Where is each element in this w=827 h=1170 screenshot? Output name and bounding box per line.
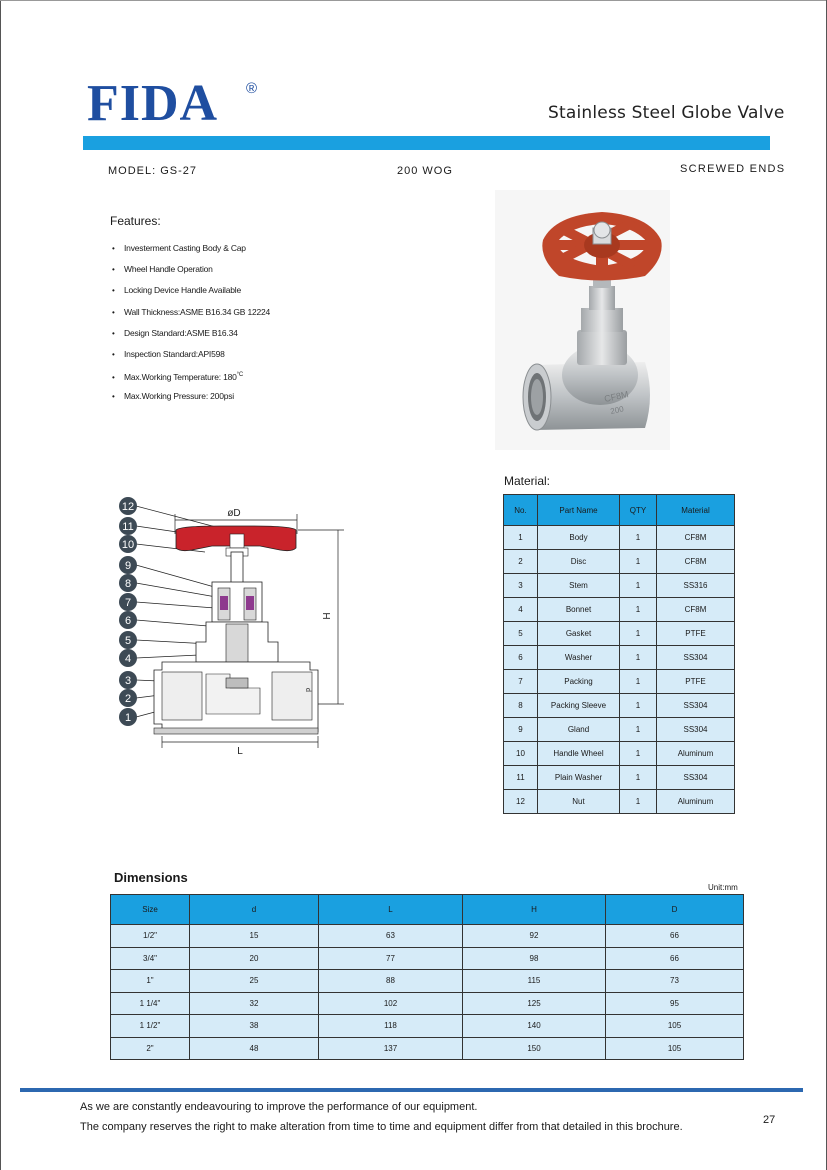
table-cell: 6 xyxy=(504,646,538,670)
table-cell: CF8M xyxy=(657,526,735,550)
material-table xyxy=(503,494,735,814)
feature-item: • Wheel Handle Operation xyxy=(112,264,213,275)
table-row xyxy=(111,970,744,993)
callout-2: 2 xyxy=(124,693,132,705)
dimension-d-label: d xyxy=(304,688,311,692)
table-cell: Stem xyxy=(538,574,620,598)
table-cell: 105 xyxy=(606,1037,744,1060)
table-cell: 7 xyxy=(504,670,538,694)
temperature-unit: °C xyxy=(236,372,244,379)
column-header-size: Size xyxy=(111,895,190,925)
table-cell: 1 1/2" xyxy=(111,1015,190,1038)
table-cell: 2 xyxy=(504,550,538,574)
table-cell: 1 xyxy=(620,718,657,742)
callout-4: 4 xyxy=(124,653,132,665)
material-heading: Material: xyxy=(504,474,551,488)
valve-section-diagram xyxy=(110,492,360,760)
features-heading: Features: xyxy=(110,214,161,228)
dimension-D-label: øD xyxy=(227,508,241,519)
feature-item: • Wall Thickness:ASME B16.34 GB 12224 xyxy=(112,306,271,317)
table-cell: SS304 xyxy=(657,766,735,790)
column-header-qty: QTY xyxy=(620,495,657,526)
table-cell: Body xyxy=(538,526,620,550)
table-row xyxy=(504,766,735,790)
table-cell: 1" xyxy=(111,970,190,993)
table-cell: 1 xyxy=(620,790,657,814)
globe-valve-photo xyxy=(495,190,670,450)
column-header-part-name: Part Name xyxy=(538,495,620,526)
features-list xyxy=(112,243,270,413)
dimensions-heading: Dimensions xyxy=(114,870,188,885)
table-cell: 88 xyxy=(319,970,463,993)
table-row xyxy=(504,574,735,598)
table-cell: 150 xyxy=(463,1037,606,1060)
table-cell: 102 xyxy=(319,992,463,1015)
dimensions-header-row xyxy=(111,895,744,925)
table-cell: 1 xyxy=(620,646,657,670)
callout-9: 9 xyxy=(124,560,132,572)
column-header-no: No. xyxy=(504,495,538,526)
table-cell: 1 xyxy=(620,742,657,766)
table-cell: 38 xyxy=(190,1015,319,1038)
body-marking: CF8M xyxy=(603,389,630,404)
table-cell: 1 xyxy=(620,598,657,622)
footer-disclaimer-line-2: The company reserves the right to make alteration from time to time and equipment differ from that detailed in this brochure. xyxy=(80,1121,683,1133)
table-cell: PTFE xyxy=(657,622,735,646)
table-cell: Nut xyxy=(538,790,620,814)
table-cell: 66 xyxy=(606,947,744,970)
table-cell: SS304 xyxy=(657,646,735,670)
table-cell: 1 xyxy=(620,766,657,790)
material-header-row xyxy=(504,495,735,526)
table-cell: 5 xyxy=(504,622,538,646)
table-cell: 73 xyxy=(606,970,744,993)
body-marking-pressure: 200 xyxy=(609,404,625,416)
table-row xyxy=(504,646,735,670)
table-cell: 3 xyxy=(504,574,538,598)
table-cell: 140 xyxy=(463,1015,606,1038)
table-cell: 1 xyxy=(620,550,657,574)
feature-item: • Inspection Standard:API598 xyxy=(112,348,225,359)
page-number: 27 xyxy=(763,1114,776,1126)
pressure-rating: 200 WOG xyxy=(397,165,453,177)
page-border-left xyxy=(0,0,1,1170)
table-cell: 25 xyxy=(190,970,319,993)
table-cell: 12 xyxy=(504,790,538,814)
callout-6: 6 xyxy=(124,615,132,627)
table-row xyxy=(111,925,744,948)
table-cell: 1/2" xyxy=(111,925,190,948)
dimensions-table xyxy=(110,894,744,1060)
registered-mark: ® xyxy=(246,80,258,97)
table-cell: Bonnet xyxy=(538,598,620,622)
table-row xyxy=(504,526,735,550)
callout-11: 11 xyxy=(122,521,134,533)
table-cell: 2" xyxy=(111,1037,190,1060)
callout-7: 7 xyxy=(124,597,132,609)
table-row xyxy=(111,1015,744,1038)
end-connection: SCREWED ENDS xyxy=(680,163,786,175)
table-cell: 105 xyxy=(606,1015,744,1038)
table-cell: SS304 xyxy=(657,694,735,718)
table-row xyxy=(111,1037,744,1060)
footer-divider xyxy=(20,1088,803,1092)
table-cell: 1 xyxy=(620,670,657,694)
dimension-L-label: L xyxy=(237,746,243,757)
table-cell: 4 xyxy=(504,598,538,622)
table-cell: Handle Wheel xyxy=(538,742,620,766)
table-cell: Plain Washer xyxy=(538,766,620,790)
table-row xyxy=(504,622,735,646)
table-row xyxy=(504,550,735,574)
table-cell: Gland xyxy=(538,718,620,742)
table-cell: 15 xyxy=(190,925,319,948)
table-row xyxy=(111,992,744,1015)
table-cell: 20 xyxy=(190,947,319,970)
table-cell: Aluminum xyxy=(657,742,735,766)
table-row xyxy=(504,670,735,694)
column-header-H: H xyxy=(463,895,606,925)
table-cell: 137 xyxy=(319,1037,463,1060)
table-cell: 95 xyxy=(606,992,744,1015)
callout-8: 8 xyxy=(124,578,132,590)
column-header-L: L xyxy=(319,895,463,925)
table-cell: PTFE xyxy=(657,670,735,694)
footer-disclaimer-line-1: As we are constantly endeavouring to improve the performance of our equipment. xyxy=(80,1101,478,1113)
table-row xyxy=(504,718,735,742)
unit-label: Unit:mm xyxy=(708,883,738,892)
table-cell: 8 xyxy=(504,694,538,718)
table-cell: 9 xyxy=(504,718,538,742)
table-cell: 1 xyxy=(620,526,657,550)
table-cell: 125 xyxy=(463,992,606,1015)
callout-10: 10 xyxy=(121,539,135,551)
table-row xyxy=(504,694,735,718)
table-cell: 1 xyxy=(620,694,657,718)
table-cell: 118 xyxy=(319,1015,463,1038)
brand-logo: FIDA xyxy=(87,75,219,132)
table-cell: 3/4" xyxy=(111,947,190,970)
dimension-H-label: H xyxy=(322,612,333,620)
table-row xyxy=(504,742,735,766)
table-cell: 92 xyxy=(463,925,606,948)
table-cell: Washer xyxy=(538,646,620,670)
table-cell: 1 1/4" xyxy=(111,992,190,1015)
table-cell: CF8M xyxy=(657,550,735,574)
table-cell: 63 xyxy=(319,925,463,948)
table-cell: Aluminum xyxy=(657,790,735,814)
table-row xyxy=(111,947,744,970)
column-header-D: D xyxy=(606,895,744,925)
callout-1: 1 xyxy=(124,712,132,724)
model-label: MODEL: GS-27 xyxy=(108,165,198,177)
table-cell: SS316 xyxy=(657,574,735,598)
table-row xyxy=(504,790,735,814)
table-cell: 10 xyxy=(504,742,538,766)
table-cell: 98 xyxy=(463,947,606,970)
callout-5: 5 xyxy=(124,635,132,647)
table-cell: Packing xyxy=(538,670,620,694)
table-cell: 66 xyxy=(606,925,744,948)
table-cell: 77 xyxy=(319,947,463,970)
table-row xyxy=(504,598,735,622)
table-cell: Disc xyxy=(538,550,620,574)
callout-12: 12 xyxy=(121,501,135,513)
table-cell: Packing Sleeve xyxy=(538,694,620,718)
feature-item: • Locking Device Handle Available xyxy=(112,285,241,296)
table-cell: 32 xyxy=(190,992,319,1015)
column-header-material: Material xyxy=(657,495,735,526)
table-cell: SS304 xyxy=(657,718,735,742)
table-cell: 1 xyxy=(620,622,657,646)
table-cell: Gasket xyxy=(538,622,620,646)
header-accent-bar xyxy=(83,136,770,150)
table-cell: 1 xyxy=(504,526,538,550)
column-header-d: d xyxy=(190,895,319,925)
table-cell: CF8M xyxy=(657,598,735,622)
callout-3: 3 xyxy=(124,675,132,687)
table-cell: 48 xyxy=(190,1037,319,1060)
table-cell: 1 xyxy=(620,574,657,598)
feature-item: • Investerment Casting Body & Cap xyxy=(112,243,246,253)
feature-item: • Max.Working Temperature: $180^{^\circ C}$ xyxy=(112,372,244,383)
feature-item: • Max.Working Pressure: 200psi xyxy=(112,391,234,402)
document-title: Stainless Steel Globe Valve xyxy=(548,103,785,123)
table-cell: 11 xyxy=(504,766,538,790)
page-border-top xyxy=(0,0,827,1)
feature-item: • Design Standard:ASME B16.34 xyxy=(112,327,238,338)
table-cell: 115 xyxy=(463,970,606,993)
